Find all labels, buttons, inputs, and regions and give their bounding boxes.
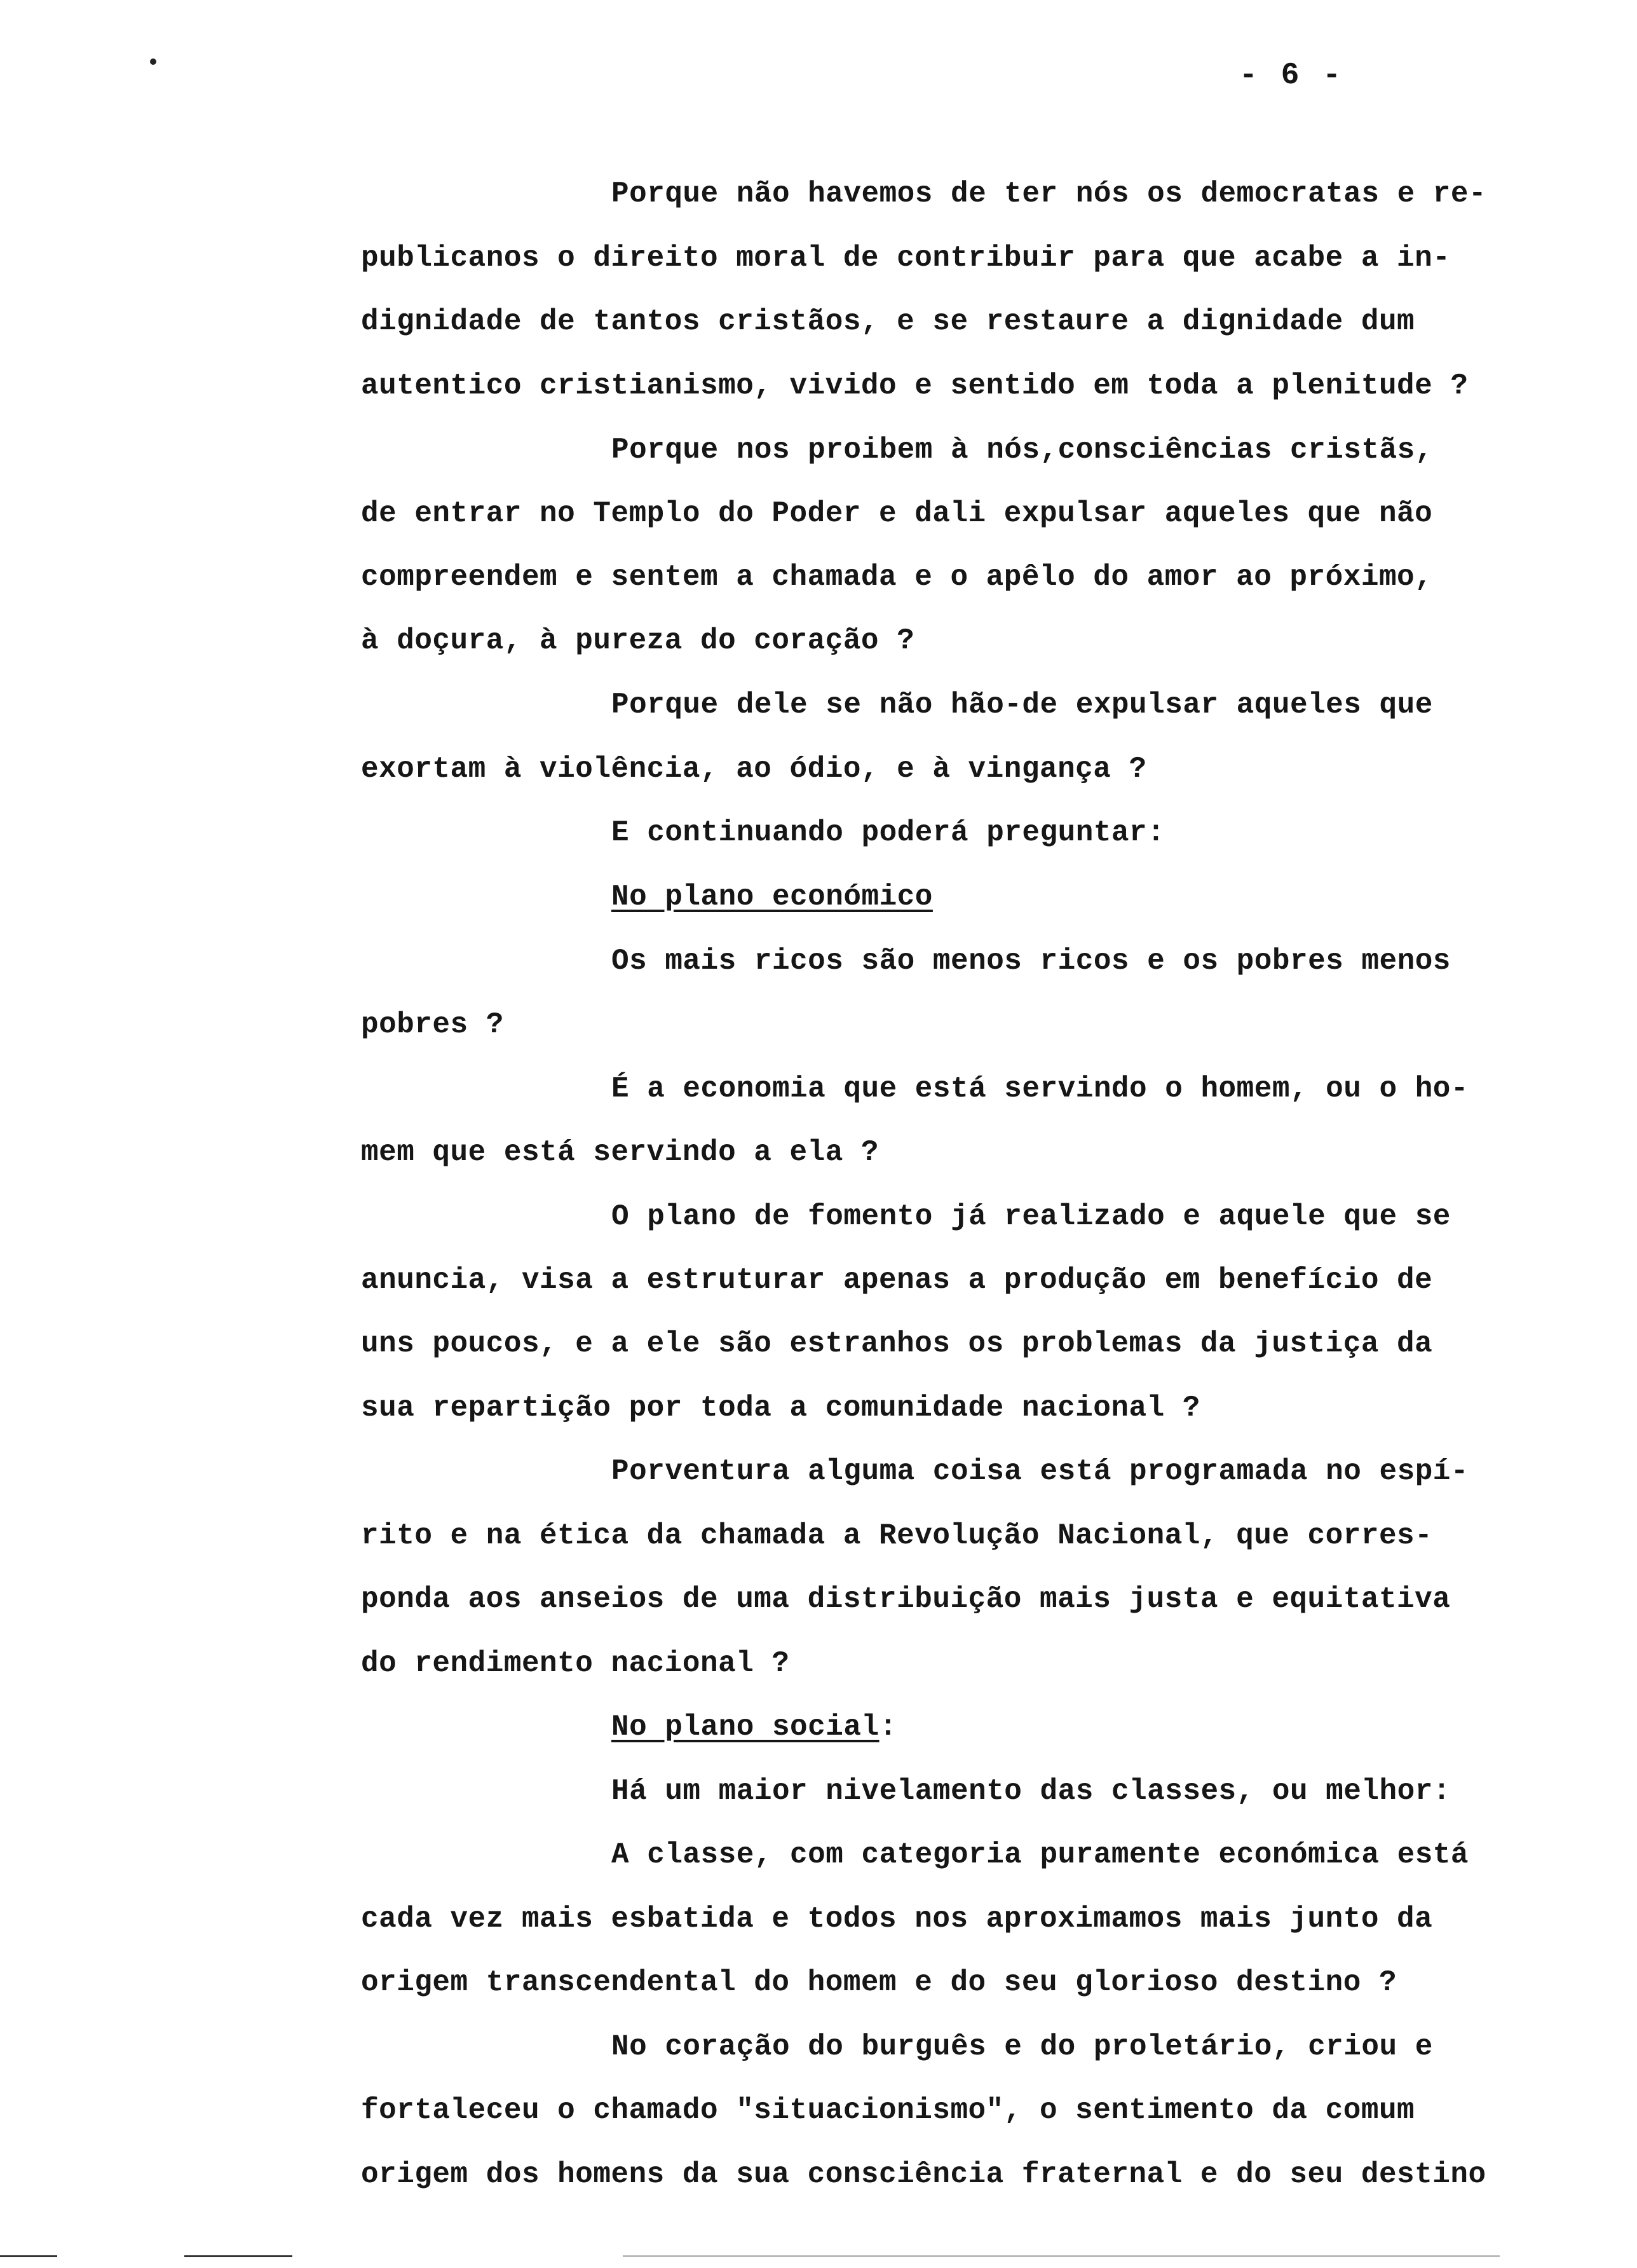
text-line-32: fortaleceu o chamado "situacionismo", o sentimento da comum [361,2094,1415,2127]
text-line-13: Os mais ricos são menos ricos e os pobres menos [611,945,1451,978]
text-line-20: sua repartição por toda a comunidade nacional ? [361,1391,1200,1424]
text-line-6: de entrar no Templo do Poder e dali expulsar aqueles que não [361,497,1433,530]
text-line-24: do rendimento nacional ? [361,1647,790,1680]
text-line-17: O plano de fomento já realizado e aquele que se [611,1200,1451,1233]
section-heading-economic: No plano económico [611,880,933,913]
text-line-21: Porventura alguma coisa está programada no espí- [611,1455,1469,1488]
scan-edge-mark [623,2255,1500,2257]
text-line-4: autentico cristianismo, vivido e sentido em toda a plenitude ? [361,369,1469,402]
text-line-1: Porque não havemos de ter nós os democratas e re- [611,177,1487,210]
scan-speck [150,58,156,65]
text-line-33: origem dos homens da sua consciência fraternal e do seu destino [361,2158,1486,2191]
text-line-11: E continuando poderá preguntar: [611,816,1165,849]
text-line-3: dignidade de tantos cristãos, e se restaure a dignidade dum [361,305,1415,338]
text-line-23: ponda aos anseios de uma distribuição mais justa e equitativa [361,1583,1451,1616]
text-line-14: pobres ? [361,1008,504,1041]
scan-edge-mark [184,2255,292,2257]
text-line-7: compreendem e sentem a chamada e o apêlo do amor ao próximo, [361,561,1433,594]
text-line-28: A classe, com categoria puramente económica está [611,1838,1469,1871]
text-line-27: Há um maior nivelamento das classes, ou melhor: [611,1775,1451,1808]
text-line-2: publicanos o direito moral de contribuir para que acabe a in- [361,242,1451,275]
section-heading-social-row [611,1712,897,1742]
text-line-29: cada vez mais esbatida e todos nos aproximamos mais junto da [361,1903,1433,1936]
text-line-22: rito e na ética da chamada a Revolução Nacional, que corres- [361,1519,1433,1552]
page-number: - 6 - [1239,58,1344,93]
text-line-16: mem que está servindo a ela ? [361,1136,880,1169]
text-line-15: É a economia que está servindo o homem, ou o ho- [611,1072,1469,1105]
section-heading-social: No plano social [611,1711,880,1744]
text-line-30: origem transcendental do homem e do seu glorioso destino ? [361,1966,1397,1999]
text-line-10: exortam à violência, ao ódio, e à vingança ? [361,753,1147,786]
text-line-9: Porque dele se não hão-de expulsar aqueles que [611,688,1433,721]
scan-edge-mark [0,2255,57,2257]
text-line-5: Porque nos proibem à nós,consciências cristãs, [611,434,1433,467]
text-line-8: à doçura, à pureza do coração ? [361,624,915,657]
heading-colon: : [879,1711,897,1744]
text-line-19: uns poucos, e a ele são estranhos os problemas da justiça da [361,1327,1433,1360]
text-line-31: No coração do burguês e do proletário, criou e [611,2030,1433,2063]
text-line-18: anuncia, visa a estruturar apenas a produção em benefício de [361,1264,1433,1297]
